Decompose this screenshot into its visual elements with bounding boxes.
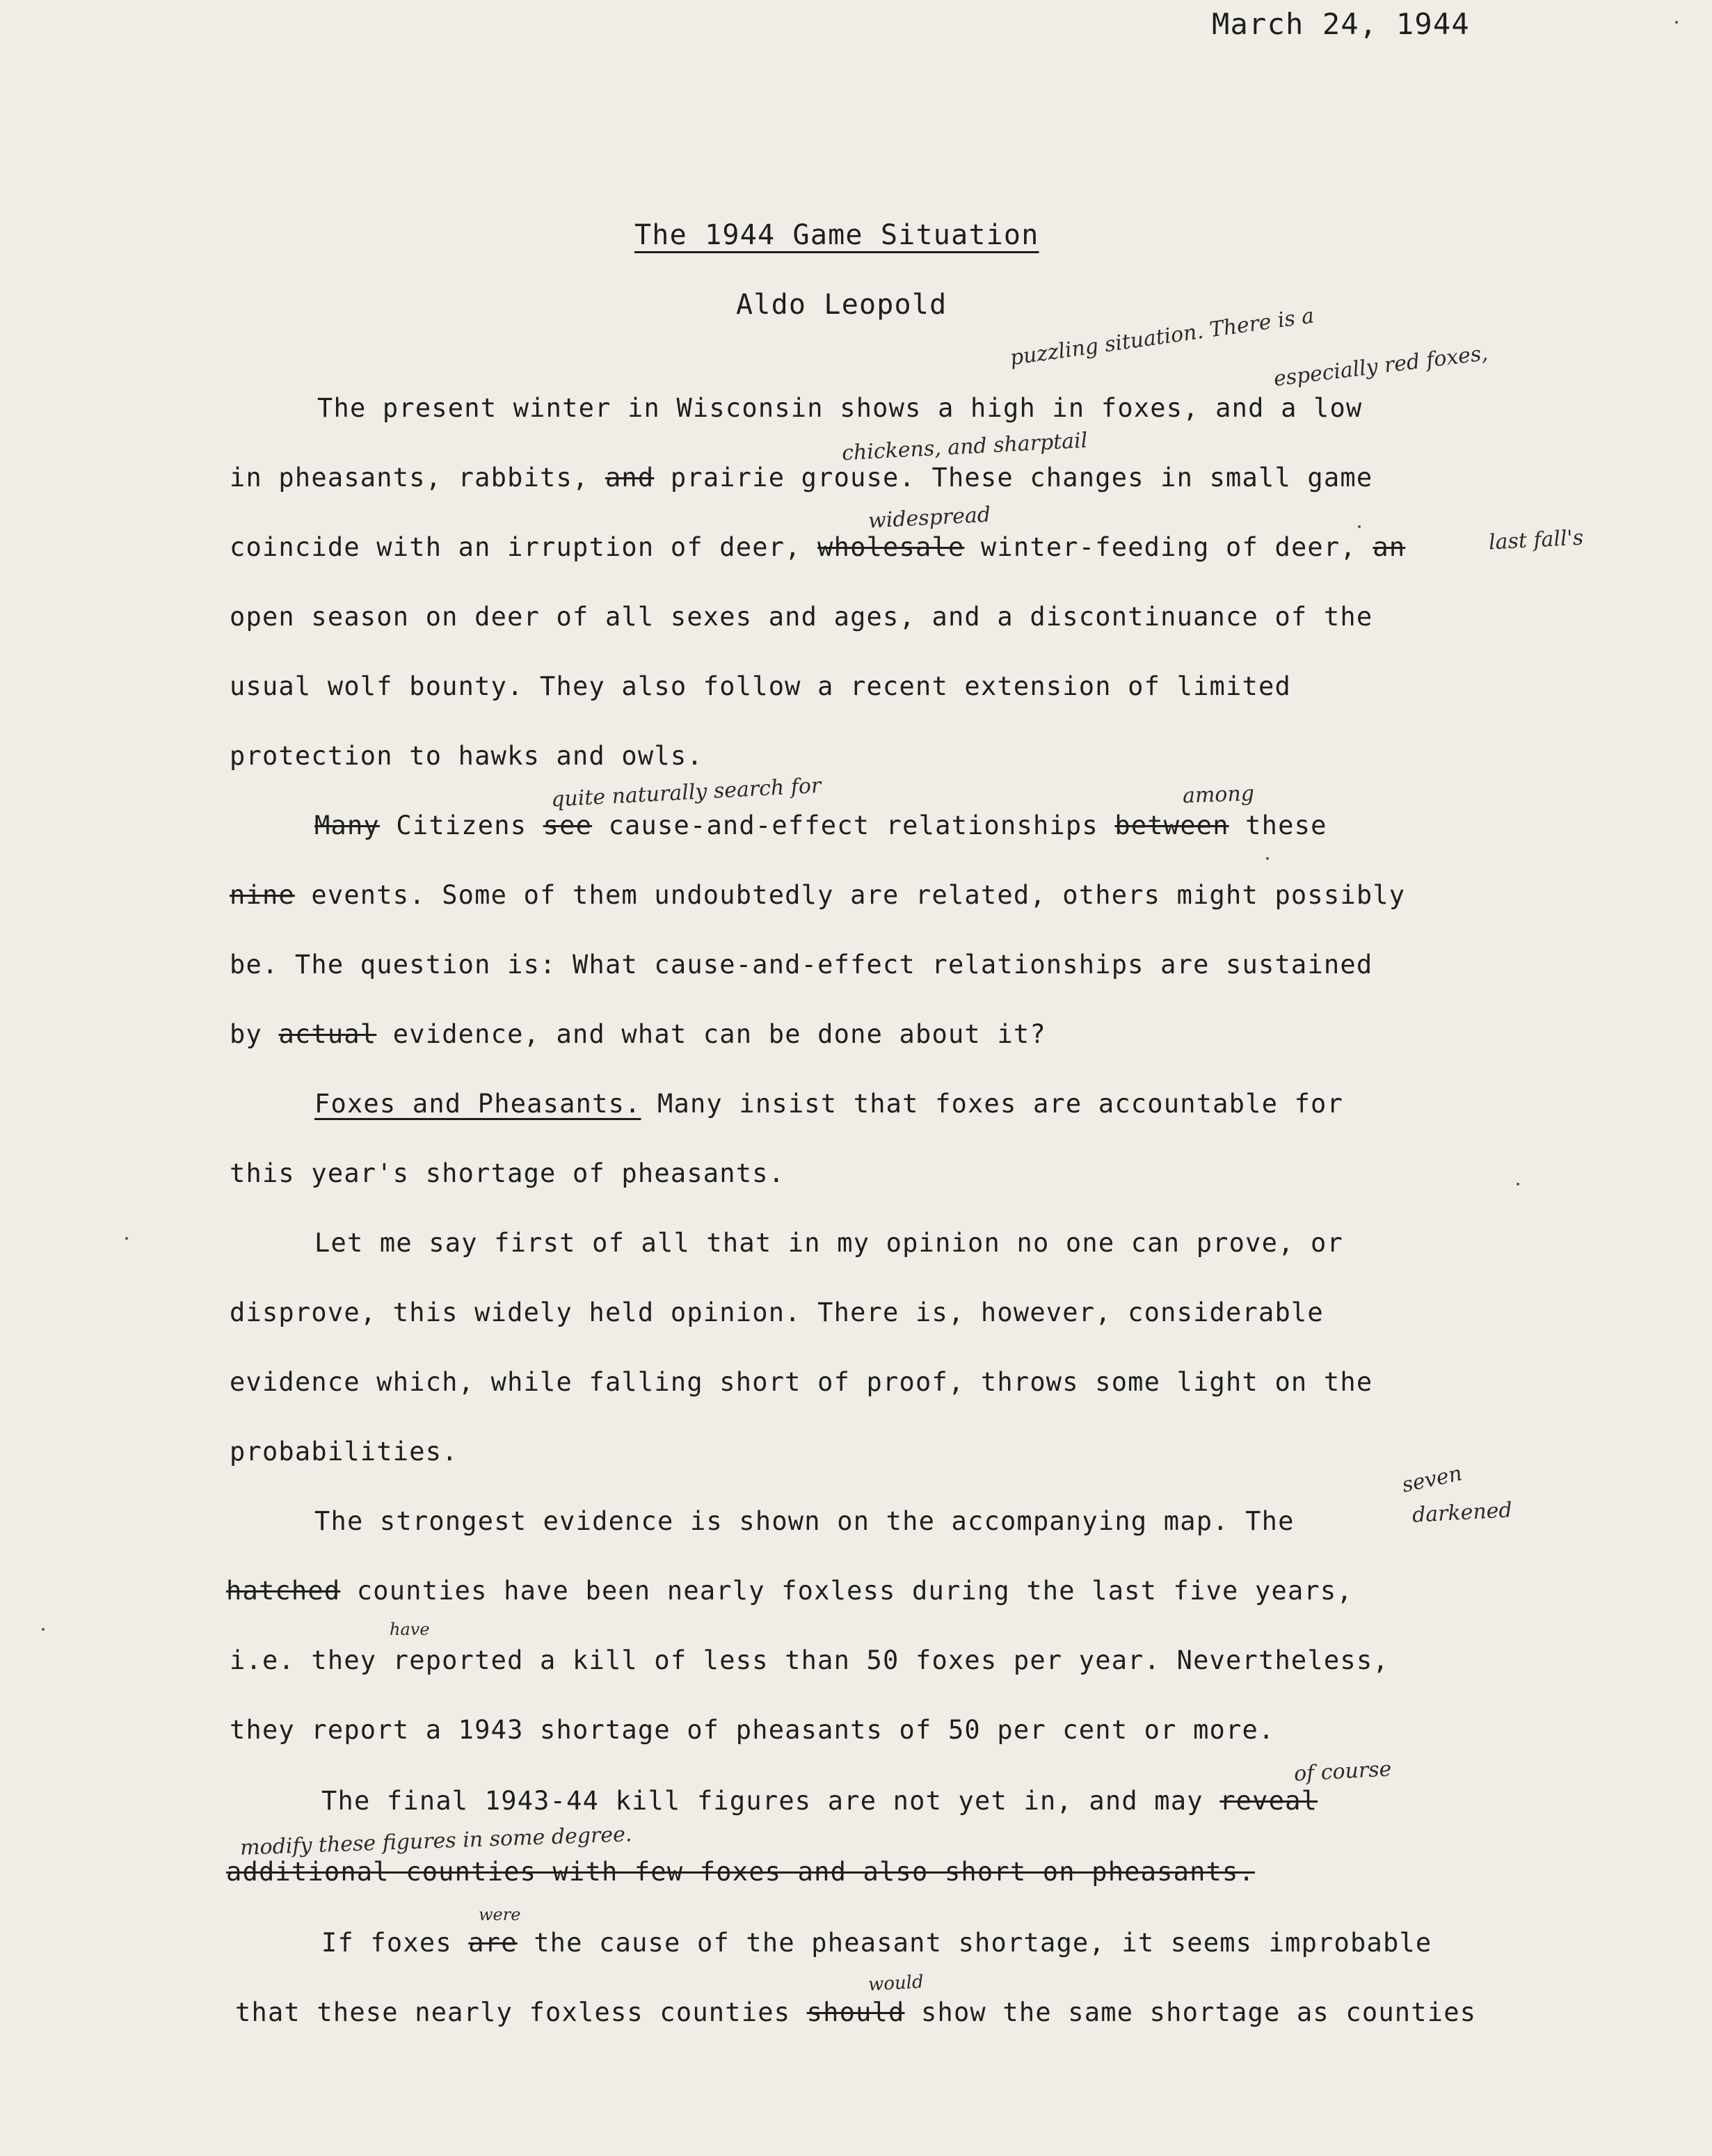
handwritten-annotation: quite naturally search for xyxy=(550,773,822,813)
text-line: Foxes and Pheasants. Many insist that foxes are accountable for xyxy=(314,1089,1343,1119)
text-line: usual wolf bounty. They also follow a recent extension of limited xyxy=(230,671,1291,701)
struck-word: an xyxy=(1373,532,1406,562)
struck-word: Many xyxy=(314,811,380,840)
document-date: March 24, 1944 xyxy=(1212,7,1470,41)
text-line: open season on deer of all sexes and ages, and a discontinuance of the xyxy=(230,602,1373,632)
struck-word: actual xyxy=(278,1019,377,1049)
handwritten-annotation: among xyxy=(1182,781,1255,808)
struck-word: hatched xyxy=(226,1576,341,1606)
text-line: protection to hawks and owls. xyxy=(230,741,703,771)
handwritten-annotation: were xyxy=(479,1905,521,1924)
paper-speck xyxy=(125,1237,128,1240)
text-line: The final 1943-44 kill figures are not yet in, and may reveal xyxy=(321,1786,1318,1816)
text-line: disprove, this widely held opinion. There is, however, considerable xyxy=(230,1297,1324,1327)
handwritten-annotation: would xyxy=(867,1971,925,1996)
struck-word: between xyxy=(1114,811,1229,840)
handwritten-annotation: chickens, and sharptail xyxy=(841,428,1089,466)
text-line: probabilities. xyxy=(230,1437,458,1467)
handwritten-annotation: especially red foxes, xyxy=(1272,341,1489,392)
struck-word: should xyxy=(806,1997,905,2027)
struck-word: reveal xyxy=(1219,1786,1318,1816)
text-line: Many Citizens see cause-and-effect relationships between these xyxy=(314,811,1327,840)
text-line xyxy=(226,1859,1255,1885)
text-line: The present winter in Wisconsin shows a high in foxes, and a low xyxy=(317,393,1363,423)
text-line: in pheasants, rabbits, and prairie grouse. These changes in small game xyxy=(230,463,1373,493)
struck-word: nine xyxy=(230,880,295,910)
handwritten-annotation: last fall's xyxy=(1488,525,1585,555)
text-line: by actual evidence, and what can be done about it? xyxy=(230,1019,1046,1049)
handwritten-annotation: of course xyxy=(1293,1757,1393,1787)
document-title: The 1944 Game Situation xyxy=(634,219,1039,251)
struck-word: and xyxy=(605,463,655,493)
paper-speck xyxy=(42,1628,45,1631)
struck-line: additional counties with few foxes and also short on pheasants. xyxy=(226,1857,1255,1887)
section-heading: Foxes and Pheasants. xyxy=(314,1089,641,1119)
document-author: Aldo Leopold xyxy=(736,289,947,321)
text-line: that these nearly foxless counties should show the same shortage as counties xyxy=(235,1997,1477,2027)
handwritten-annotation: modify these figures in some degree. xyxy=(239,1822,632,1860)
struck-word: wholesale xyxy=(817,532,965,562)
text-line: The strongest evidence is shown on the accompanying map. The xyxy=(314,1506,1295,1536)
text-line: be. The question is: What cause-and-effect relationships are sustained xyxy=(230,950,1373,980)
handwritten-annotation: puzzling situation. There is a xyxy=(1008,303,1316,371)
struck-word: are xyxy=(468,1928,518,1958)
struck-word: see xyxy=(543,811,593,840)
text-line: hatched counties have been nearly foxless during the last five years, xyxy=(226,1576,1353,1606)
handwritten-annotation: widespread xyxy=(867,502,991,534)
paper-speck xyxy=(1517,1183,1519,1185)
handwritten-annotation: seven xyxy=(1400,1461,1464,1498)
text-line: If foxes are the cause of the pheasant shortage, it seems improbable xyxy=(321,1928,1432,1958)
paper-speck xyxy=(1675,21,1678,24)
handwritten-annotation: darkened xyxy=(1411,1498,1513,1528)
text-line: i.e. they reported a kill of less than 50 foxes per year. Nevertheless, xyxy=(230,1645,1389,1675)
text-line: evidence which, while falling short of proof, throws some light on the xyxy=(230,1367,1373,1397)
text-line: nine events. Some of them undoubtedly are related, others might possibly xyxy=(230,880,1406,910)
text-line: coincide with an irruption of deer, wholesale winter-feeding of deer, an xyxy=(230,532,1406,562)
text-line: Let me say first of all that in my opinion no one can prove, or xyxy=(314,1228,1343,1258)
handwritten-annotation: have xyxy=(390,1620,430,1639)
paper-speck xyxy=(1358,525,1361,528)
text-line: they report a 1943 shortage of pheasants of 50 per cent or more. xyxy=(230,1715,1275,1745)
text-line: this year's shortage of pheasants. xyxy=(230,1158,785,1188)
paper-speck xyxy=(1266,857,1269,860)
